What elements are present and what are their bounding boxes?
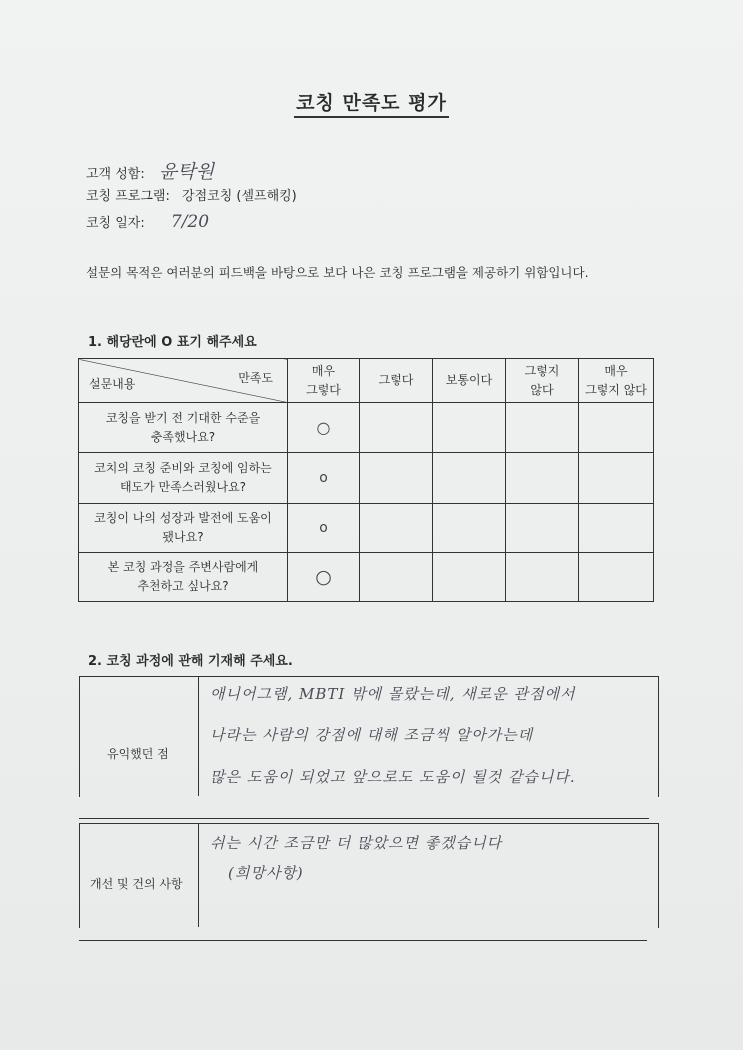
table-row [79,453,654,504]
answer-cell [288,453,360,504]
answer-cell [506,504,579,553]
program-value: 강점코칭 (셀프해킹) [182,189,297,204]
improve-line: (희망사항) [228,864,304,882]
date-row [86,212,209,232]
name-row [86,157,214,184]
column-header: 그렇지 않다 [506,359,579,403]
name-value: 윤탁원 [158,161,214,183]
answer-cell [288,553,360,602]
useful-line: 나라는 사람의 강점에 대해 조금씩 알아가는데 [210,726,534,744]
handwritten-circle-mark: ○ [316,418,331,437]
answer-cell [433,553,506,602]
answer-cell [579,504,654,553]
handwritten-circle-mark: o [319,470,328,486]
answer-cell [360,403,433,453]
date-value: 7/20 [170,212,210,232]
question-cell: 코치의 코칭 준비와 코칭에 임하는 태도가 만족스러웠나요? [79,453,288,504]
question-cell: 코칭을 받기 전 기대한 수준을 충족했나요? [79,403,288,453]
column-header: 매우 그렇지 않다 [579,359,654,403]
corner-top-label: 만족도 [238,371,273,385]
useful-divider [198,676,199,796]
useful-bottom-line [79,818,649,819]
answer-cell [288,504,360,553]
name-label: 고객 성함: [86,167,145,182]
answer-cell [506,553,579,602]
question-cell: 코칭이 나의 성장과 발전에 도움이 됐나요? [79,504,288,553]
answer-cell [360,453,433,504]
improve-bottom-line [79,940,647,941]
table-corner-cell [79,359,288,403]
useful-line: 많은 도움이 되었고 앞으로도 도움이 될것 같습니다. [210,768,576,786]
column-header: 매우 그렇다 [288,359,360,403]
improve-label: 개선 및 건의 사항 [90,877,183,891]
handwritten-circle-mark: ○ [315,566,332,588]
answer-cell [579,553,654,602]
answer-cell [579,403,654,453]
program-label: 코칭 프로그램: [86,189,170,204]
answer-cell [506,403,579,453]
table-header-row [79,359,654,403]
satisfaction-table [78,358,654,602]
useful-line: 애니어그램, MBTI 밖에 몰랐는데, 새로운 관점에서 [210,685,576,703]
improve-line: 쉬는 시간 조금만 더 많았으면 좋겠습니다 [210,834,503,852]
answer-cell [433,504,506,553]
answer-cell [360,504,433,553]
section2-heading: 2. 코칭 과정에 관해 기재해 주세요. [88,654,293,669]
useful-label: 유익했던 점 [107,747,169,761]
question-cell: 본 코칭 과정을 주변사람에게 추천하고 싶나요? [79,553,288,602]
answer-cell [506,453,579,504]
page-title: 코칭 만족도 평가 [0,88,743,115]
program-row [86,185,297,204]
column-header: 보통이다 [433,359,506,403]
answer-cell [579,453,654,504]
section1-heading: 1. 해당란에 O 표기 해주세요 [88,335,257,350]
date-label: 코칭 일자: [86,216,145,231]
table-row [79,403,654,453]
table-row [79,553,654,602]
answer-cell [288,403,360,453]
column-header: 그렇다 [360,359,433,403]
handwritten-circle-mark: o [319,520,328,536]
answer-cell [433,403,506,453]
intro-text: 설문의 목적은 여러분의 피드백을 바탕으로 보다 나은 코칭 프로그램을 제공하기 위함입니다. [86,265,589,280]
table-row [79,504,654,553]
answer-cell [433,453,506,504]
answer-cell [360,553,433,602]
improve-divider [198,823,199,927]
corner-bottom-label: 설문내용 [89,377,136,391]
